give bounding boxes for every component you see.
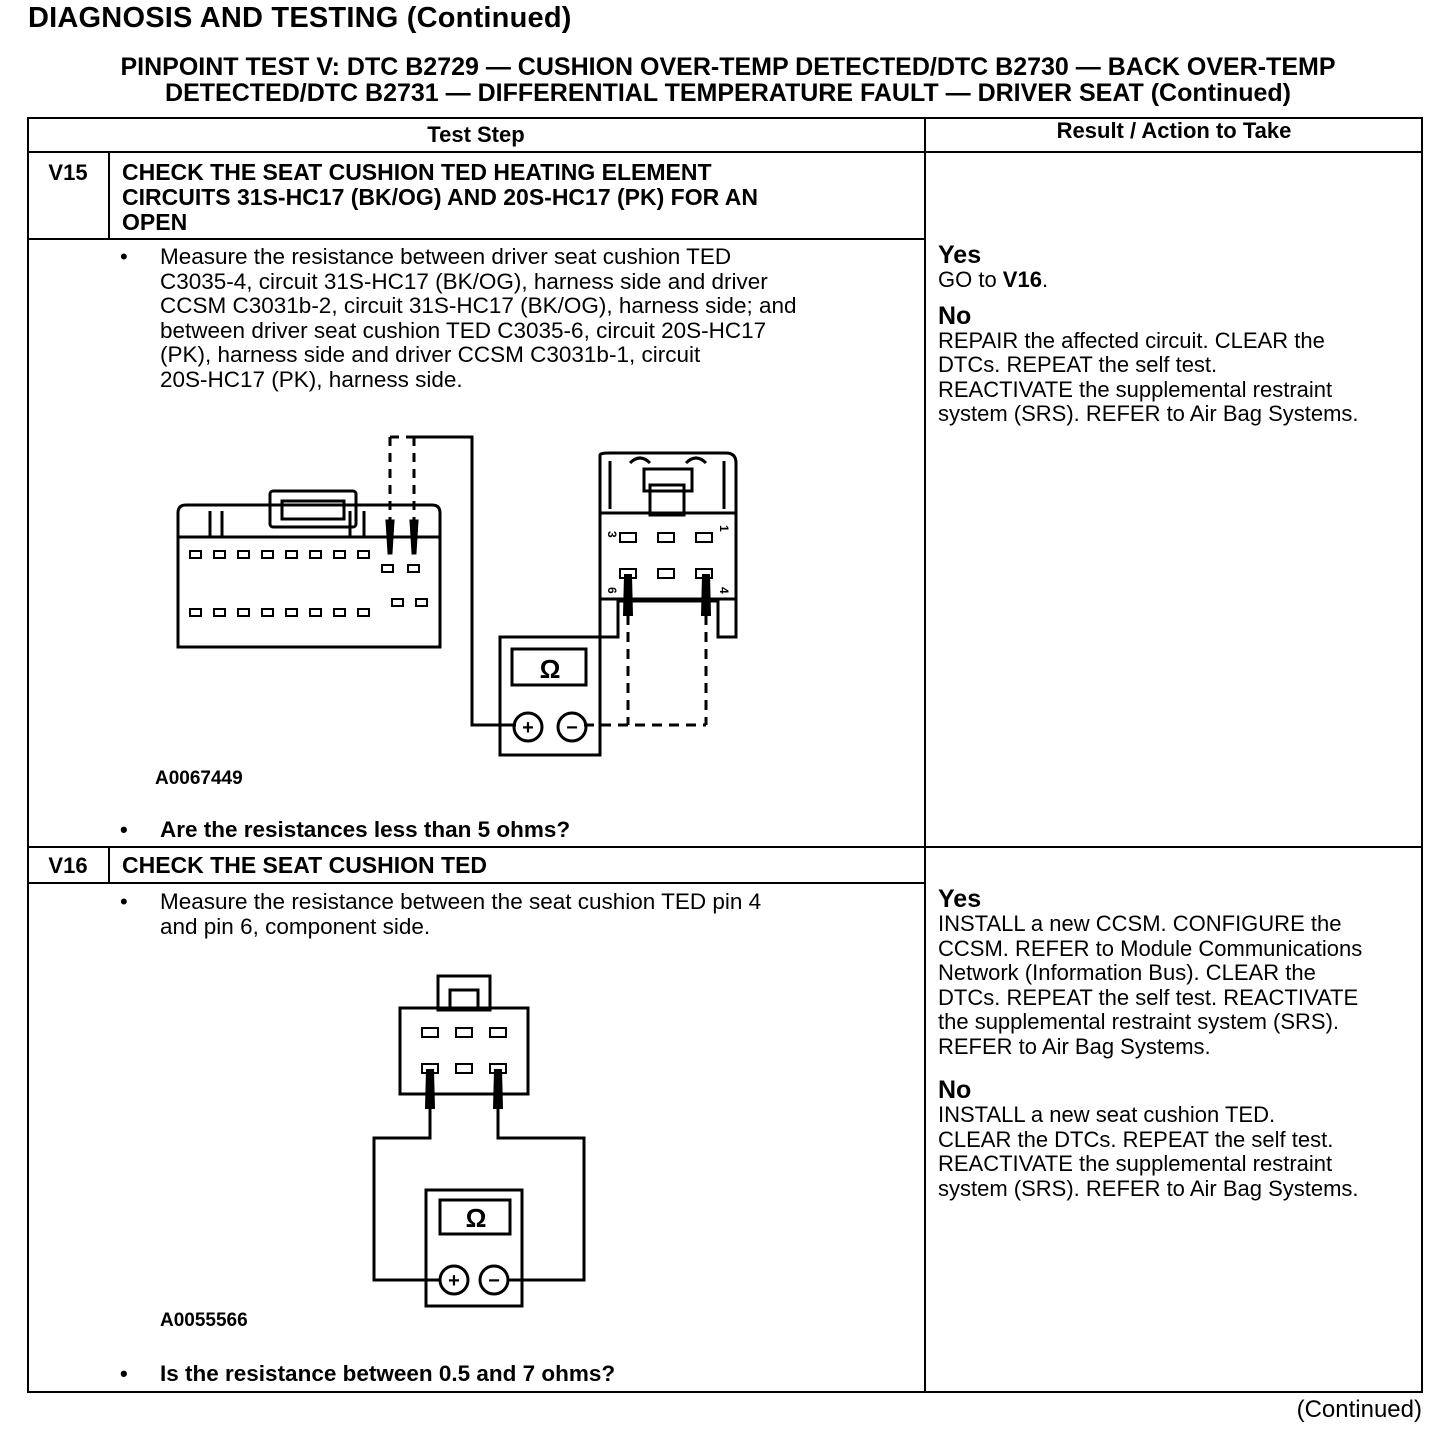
pinpoint-title-line-1: PINPOINT TEST V: DTC B2729 — CUSHION OVER-TEMP DETECTED/DTC B2730 — BACK OVER-TEMP xyxy=(120,53,1336,81)
bullet-icon: • xyxy=(120,817,128,842)
figure-code-v15: A0067449 xyxy=(155,768,243,789)
step-question-v16 xyxy=(120,1361,616,1387)
yes-line: Network (Information Bus). CLEAR the xyxy=(938,960,1316,985)
header-divider xyxy=(27,151,1423,153)
no-line: REACTIVATE the supplemental restraint xyxy=(938,376,1333,402)
step-question-v15 xyxy=(120,817,571,843)
pin-label: 4 xyxy=(717,587,731,594)
probe-tip xyxy=(411,521,417,553)
column-header-result: Result / Action to Take xyxy=(1056,118,1292,143)
no-line: REACTIVATE the supplemental restraint xyxy=(938,1151,1333,1176)
result-v15 xyxy=(938,242,1424,427)
result-v16 xyxy=(938,886,1424,1201)
ted-connector-outline xyxy=(400,1008,528,1094)
figure-code-v16: A0055566 xyxy=(160,1310,248,1331)
column-header-test-step: Test Step xyxy=(427,122,525,147)
yes-line: REFER to Air Bag Systems. xyxy=(938,1033,1211,1059)
step-title-v15 xyxy=(122,160,758,235)
step-title-line: CHECK THE SEAT CUSHION TED HEATING ELEMENT xyxy=(122,159,712,185)
bullet-icon: • xyxy=(120,1361,128,1386)
pin-label: 6 xyxy=(605,587,619,594)
result-yes-label: Yes xyxy=(938,241,982,269)
probe-tip xyxy=(426,1070,434,1108)
probe-tip xyxy=(494,1070,502,1108)
pin-label: 3 xyxy=(605,531,619,538)
yes-line: the supplemental restraint system (SRS). xyxy=(938,1009,1340,1034)
plus-symbol: + xyxy=(448,1270,460,1292)
plus-symbol: + xyxy=(522,717,534,739)
step-title-v16 xyxy=(122,853,487,878)
step-id-v15: V15 xyxy=(48,160,88,185)
v16-title-divider xyxy=(27,882,925,884)
result-no-text xyxy=(938,329,1424,427)
step-instruction-v16 xyxy=(120,889,762,939)
step-title-line: OPEN xyxy=(122,209,188,235)
continued-footer: (Continued) xyxy=(1296,1396,1422,1423)
pinpoint-test-title xyxy=(28,54,1428,106)
instruction-line: between driver seat cushion TED C3035-6, circuit 20S-HC17 xyxy=(160,317,767,343)
result-yes-text xyxy=(938,268,1424,293)
instruction-line: Measure the resistance between the seat cushion TED pin 4 xyxy=(160,889,762,914)
instruction-line: and pin 6, component side. xyxy=(160,913,431,939)
instruction-line: CCSM C3031b-2, circuit 31S-HC17 (BK/OG), harness side; and xyxy=(160,293,797,319)
step-instruction-v15 xyxy=(120,244,797,393)
minus-symbol: − xyxy=(488,1270,500,1292)
result-no-label: No xyxy=(938,1076,972,1104)
result-no-label: No xyxy=(938,301,972,330)
step-title-line: CHECK THE SEAT CUSHION TED xyxy=(122,852,488,878)
probe-tip xyxy=(624,575,632,615)
v15-v16-divider xyxy=(27,846,1423,848)
step-title-line: CIRCUITS 31S-HC17 (BK/OG) AND 20S-HC17 (PK) FOR AN xyxy=(122,184,758,210)
no-line: INSTALL a new seat cushion TED. xyxy=(938,1102,1276,1127)
yes-line: CCSM. REFER to Module Communications xyxy=(938,935,1363,961)
ted-connector-latch xyxy=(438,976,490,1010)
instruction-line: 20S-HC17 (PK), harness side. xyxy=(160,366,463,392)
bullet-icon: • xyxy=(120,244,128,269)
no-line: system (SRS). REFER to Air Bag Systems. xyxy=(938,401,1359,426)
probe-tip xyxy=(387,521,393,553)
pinpoint-title-line-2: DETECTED/DTC B2731 — DIFFERENTIAL TEMPERATURE FAULT — DRIVER SEAT (Continued) xyxy=(165,79,1291,107)
ohm-symbol: Ω xyxy=(465,1203,487,1233)
no-line: DTCs. REPEAT the self test. xyxy=(938,352,1218,377)
step-id-v16: V16 xyxy=(48,853,88,878)
yes-text-prefix: GO to xyxy=(938,267,1003,292)
yes-line: INSTALL a new CCSM. CONFIGURE the xyxy=(938,911,1342,936)
question-text: Is the resistance between 0.5 and 7 ohms? xyxy=(160,1361,616,1386)
instruction-line: (PK), harness side and driver CCSM C3031b-1, circuit xyxy=(160,342,701,368)
yes-text-suffix: . xyxy=(1041,267,1049,292)
goto-step-link[interactable]: V16 xyxy=(1002,267,1042,292)
ohm-symbol: Ω xyxy=(539,654,561,684)
minus-symbol: − xyxy=(566,717,578,739)
result-yes-label: Yes xyxy=(938,885,982,913)
question-text: Are the resistances less than 5 ohms? xyxy=(160,817,571,842)
column-divider xyxy=(924,117,926,1393)
bullet-icon: • xyxy=(120,889,128,914)
v15-title-divider xyxy=(27,238,925,240)
result-yes-text xyxy=(938,912,1424,1059)
instruction-line: Measure the resistance between driver seat cushion TED xyxy=(160,244,732,269)
instruction-line: C3035-4, circuit 31S-HC17 (BK/OG), harness side and driver xyxy=(160,268,768,294)
no-line: CLEAR the DTCs. REPEAT the self test. xyxy=(938,1126,1334,1152)
v15-wiring-diagram xyxy=(170,425,770,765)
no-line: REPAIR the affected circuit. CLEAR the xyxy=(938,327,1325,353)
yes-line: DTCs. REPEAT the self test. REACTIVATE xyxy=(938,984,1359,1010)
probe-tip xyxy=(702,575,710,615)
v16-wiring-diagram xyxy=(370,970,610,1310)
result-no-text xyxy=(938,1103,1424,1201)
ted-connector-outline xyxy=(600,453,736,637)
no-line: system (SRS). REFER to Air Bag Systems. xyxy=(938,1175,1359,1201)
pin-label: 1 xyxy=(717,525,731,532)
page-heading: DIAGNOSIS AND TESTING (Continued) xyxy=(28,2,572,34)
